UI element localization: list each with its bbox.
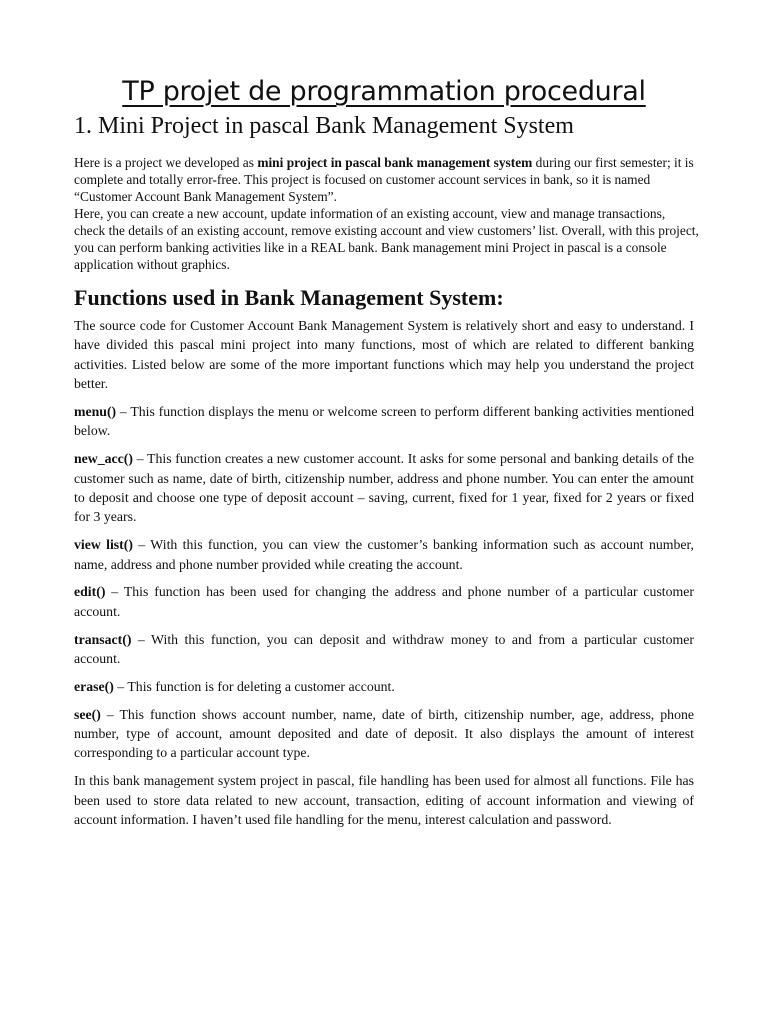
function-name: view list(): [74, 537, 133, 553]
functions-heading: Functions used in Bank Management System:: [74, 285, 504, 310]
function-name: edit(): [74, 584, 106, 600]
function-description: – This function creates a new customer account. It asks for some personal and banking details of the customer such as name, date of birth, citizenship number, address and phone number. You can enter the amount to deposit and choose one type of deposit account – saving, current, fixed for 1 year, fixed for 2 years or fixed for 3 years.: [74, 451, 694, 525]
function-name: see(): [74, 706, 101, 722]
function-description: – With this function, you can deposit and withdraw money to and from a particular customer account.: [74, 631, 694, 667]
function-name: erase(): [74, 678, 114, 694]
function-description: – This function has been used for changing the address and phone number of a particular customer account.: [74, 584, 694, 619]
function-description: – With this function, you can view the customer’s banking information such as account number, name, address and phone number provided while creating the account.: [74, 537, 694, 572]
closing-paragraph: In this bank management system project in pascal, file handling has been used for almost all functions. File has been used to store data related to new account, transaction, editing of account information and viewing of account information. I haven’t used file handling for the menu, interest calculation and password.: [74, 773, 694, 828]
function-description: – This function is for deleting a customer account.: [113, 678, 395, 694]
intro-bold-phrase: mini project in pascal bank management system: [257, 155, 533, 170]
functions-overview: The source code for Customer Account Bank Management System is relatively short and easy to understand. I have divided this pascal mini project into many functions, most of which are related to different banking activities. Listed below are some of the more important functions which may help you understand the project better.: [74, 318, 694, 392]
section-title: 1. Mini Project in pascal Bank Management System: [74, 113, 574, 139]
intro-paragraph-1: [74, 154, 699, 205]
function-item-see: [74, 705, 694, 763]
intro-text-part: Here is a project we developed as: [74, 155, 258, 170]
function-name: new_acc(): [74, 451, 133, 467]
intro-text-part: during our first semester; it is complete and totally error-free. This project is focused on customer account services in bank, so it is named “Customer Account Bank Management System”.: [74, 155, 694, 204]
intro-paragraph-2: Here, you can create a new account, update information of an existing account, view and manage transactions, check the details of an existing account, remove existing account and view customers’ list. Overall, with this project, you can perform banking activities like in a REAL bank. Bank management mini Project in pascal is a console application without graphics.: [74, 206, 699, 272]
function-name: menu(): [74, 404, 117, 420]
document-title: TP projet de programmation procedural: [122, 76, 646, 107]
function-item-erase: [74, 677, 694, 696]
intro-text: [74, 154, 699, 273]
function-description: – This function displays the menu or welcome screen to perform different banking activities mentioned below.: [74, 404, 694, 439]
function-item-menu: [74, 402, 694, 441]
function-item-edit: [74, 582, 694, 621]
functions-body: [74, 316, 694, 838]
function-description: – This function shows account number, name, date of birth, citizenship number, age, address, phone number, type of account, amount deposited and date of deposit. It also displays the amount of interest corresponding to a particular account type.: [74, 706, 694, 761]
function-item-view-list: [74, 535, 694, 574]
function-item-new-acc: [74, 449, 694, 527]
function-name: transact(): [74, 631, 132, 647]
function-item-transact: [74, 630, 694, 669]
